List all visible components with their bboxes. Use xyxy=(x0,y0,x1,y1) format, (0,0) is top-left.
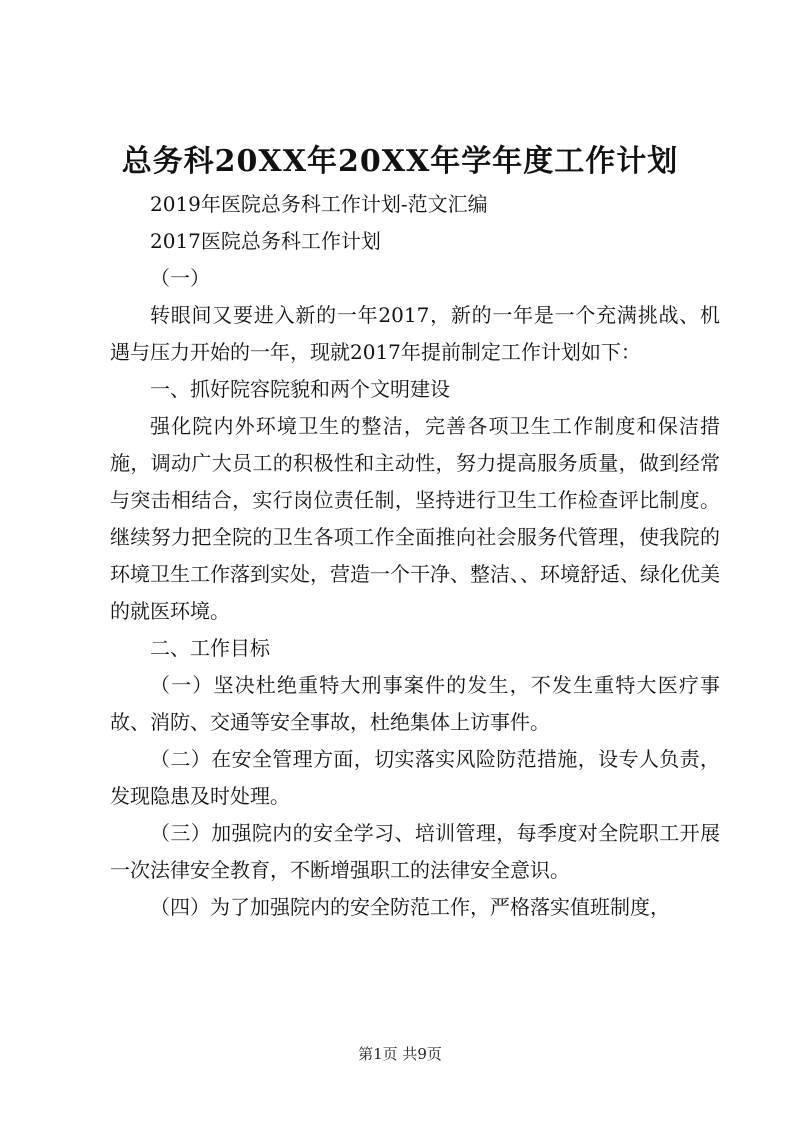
paragraph: 2019年医院总务科工作计划-范文汇编 xyxy=(150,192,488,216)
paragraph: 2017医院总务科工作计划 xyxy=(150,229,381,253)
paragraph: 转眼间又要进入新的一年2017，新的一年是一个充满挑战、机遇与压力开始的一年，现就2017年提前制定工作计划如下： xyxy=(110,303,720,364)
page-footer: 第1页 共9页 xyxy=(358,1045,442,1063)
paragraph: 二、工作目标 xyxy=(150,636,270,660)
paragraph: （三）加强院内的安全学习、培训管理，每季度对全院职工开展一次法律安全教育，不断增强职工的法律安全意识。 xyxy=(110,821,720,882)
paragraph: 强化院内外环境卫生的整洁，完善各项卫生工作制度和保洁措施，调动广大员工的积极性和主动性，努力提高服务质量，做到经常与突击相结合，实行岗位责任制，坚持进行卫生工作检查评比制度。继续努力把全院的卫生各项工作全面推向社会服务代管理，使我院的环境卫生工作落到实处，营造一个干净、整洁、、环境舒适、绿化优美的就医环境。 xyxy=(110,414,720,623)
paragraph: （一）坚决杜绝重特大刑事案件的发生，不发生重特大医疗事故、消防、交通等安全事故，杜绝集体上访事件。 xyxy=(110,673,720,734)
paragraph: 一、抓好院容院貌和两个文明建设 xyxy=(150,377,450,401)
paragraph: （一） xyxy=(150,266,210,290)
paragraph: （四）为了加强院内的安全防范工作，严格落实值班制度， xyxy=(150,895,670,919)
paragraph: （二）在安全管理方面，切实落实风险防范措施，设专人负责，发现隐患及时处理。 xyxy=(110,747,720,808)
document-title: 总务科20XX年20XX年学年度工作计划 xyxy=(121,144,679,179)
document-body xyxy=(110,186,720,926)
